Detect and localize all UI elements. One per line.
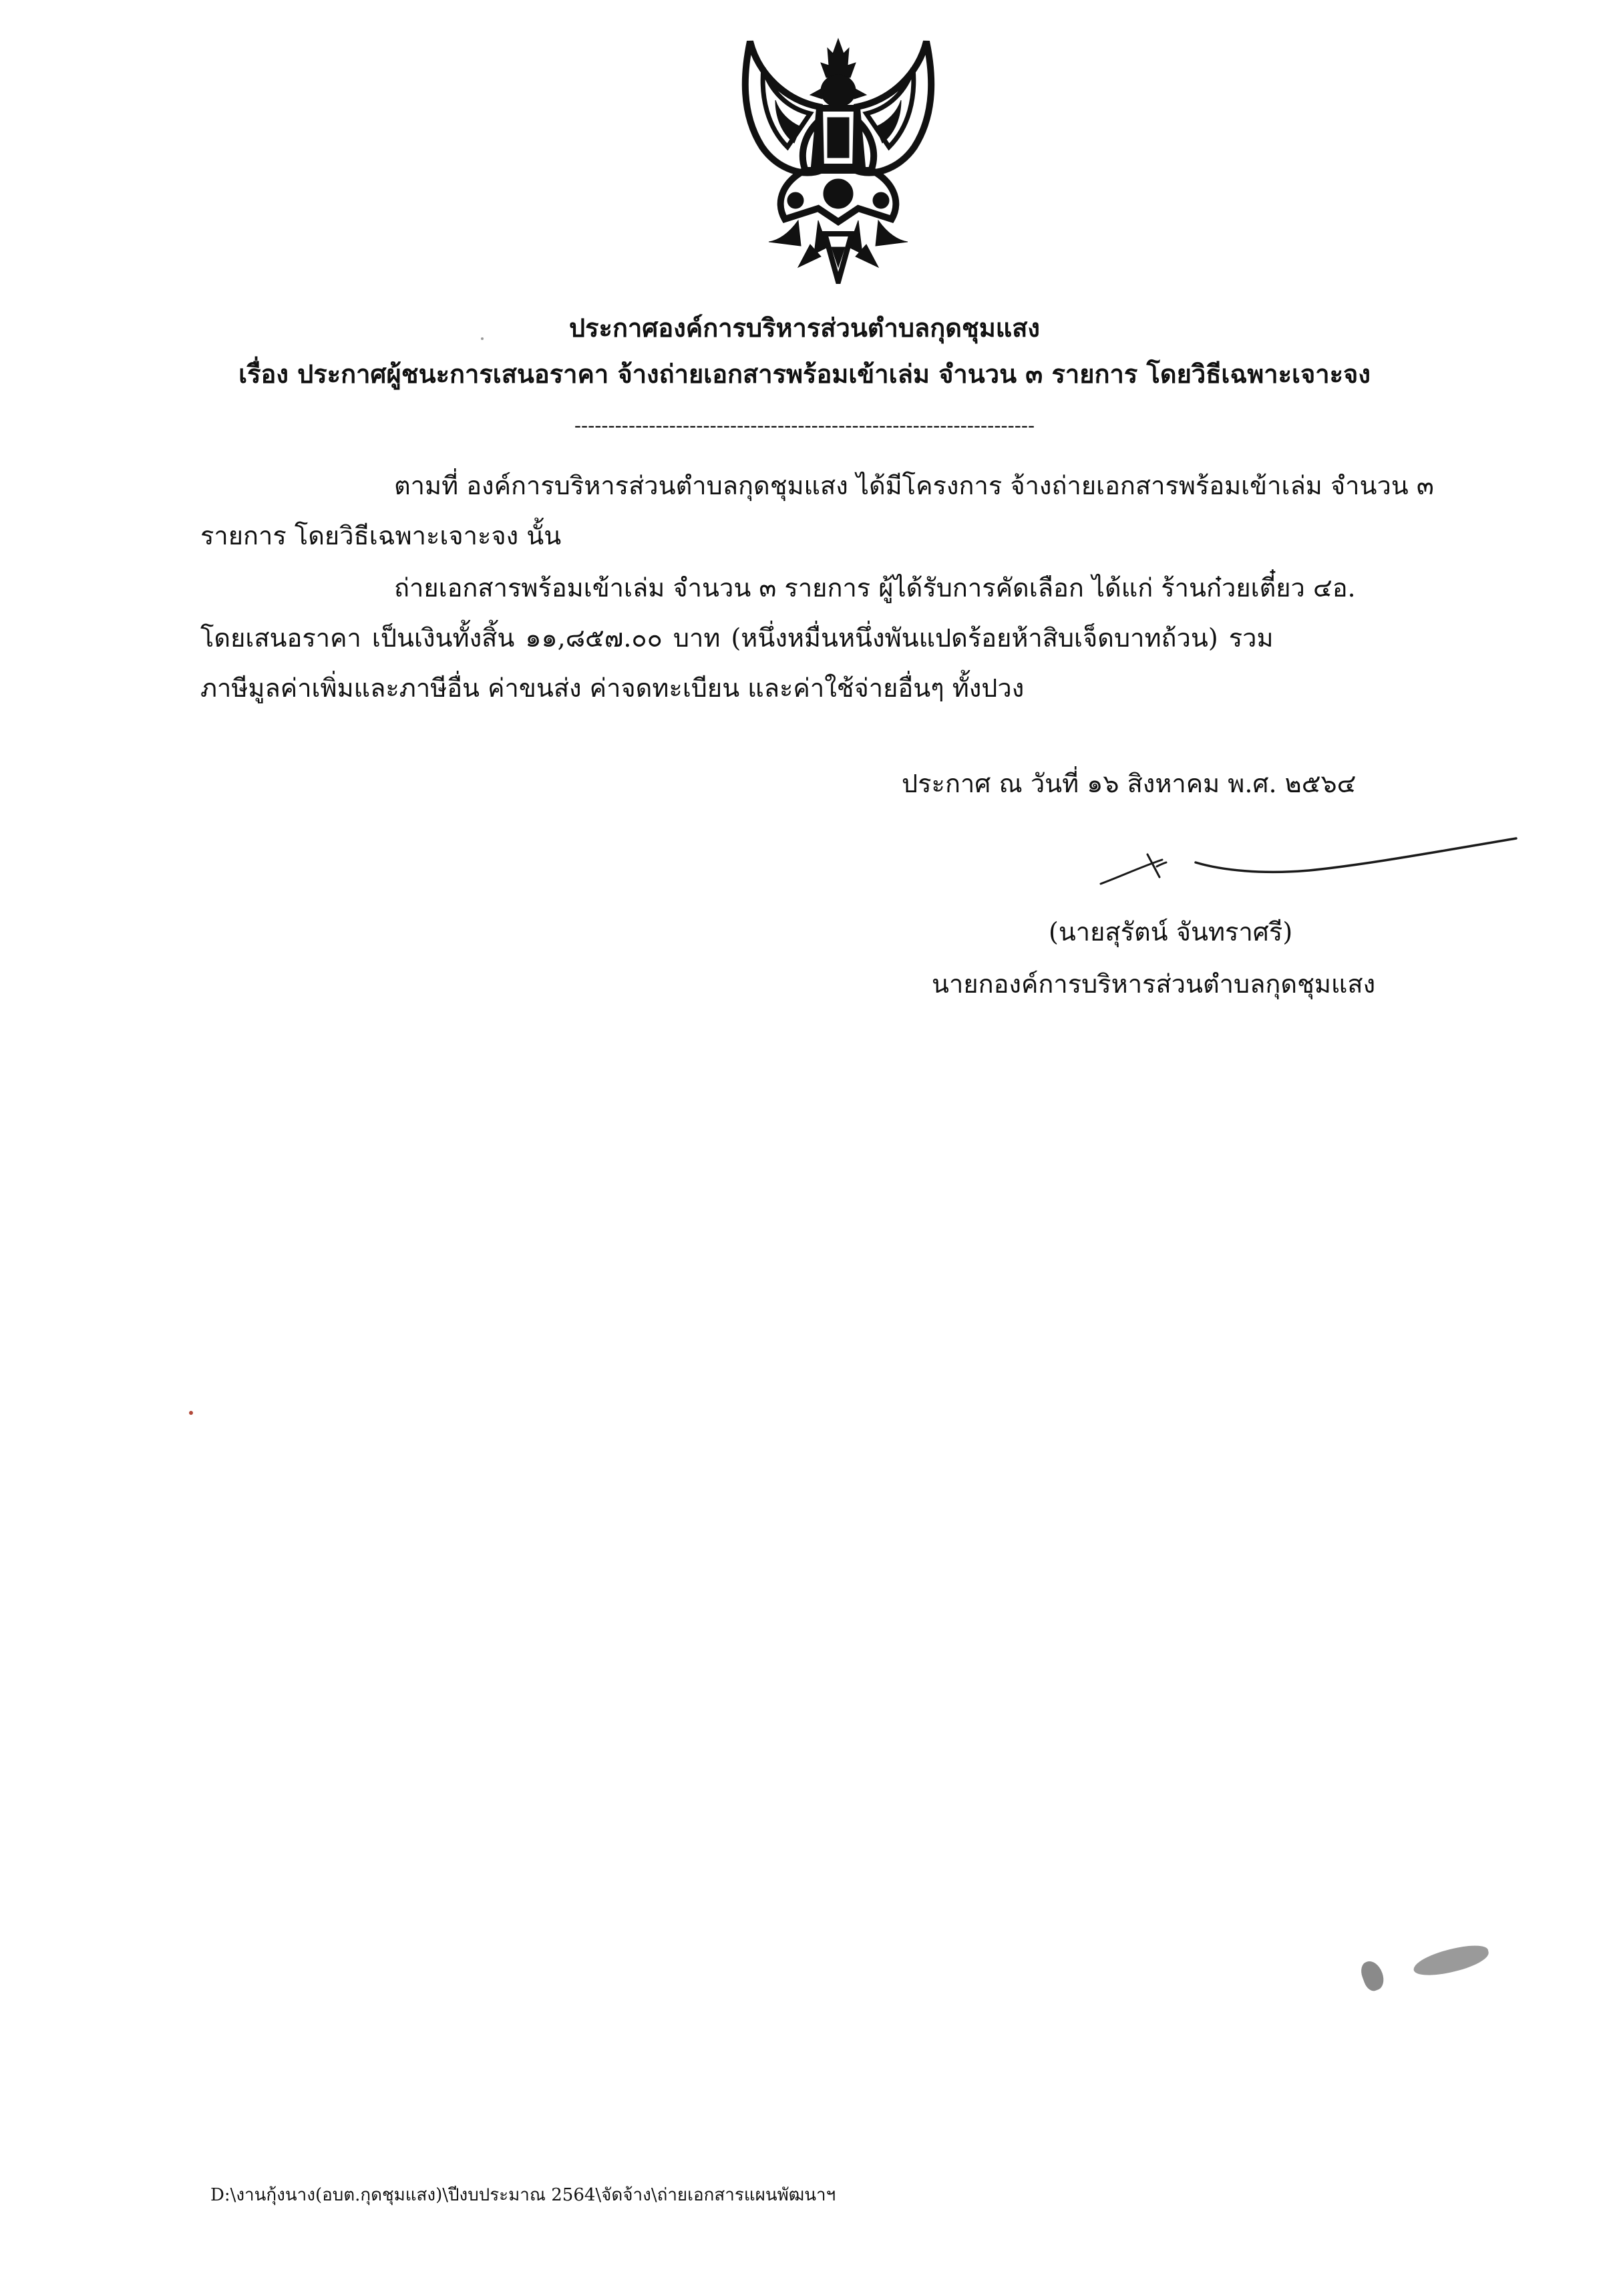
title-divider: --------------------------------------------------------------------	[574, 414, 1035, 438]
footer-file-path: D:\งานกุ้งนาง(อบต.กุดชุมแสง)\ปีงบประมาณ 2564\จัดจ้าง\ถ่ายเอกสารแผนพัฒนาฯ	[210, 2185, 836, 2205]
announcement-title: ประกาศองค์การบริหารส่วนตำบลกุดชุมแสง	[569, 313, 1040, 343]
handwritten-signature-icon	[1095, 825, 1523, 905]
paper-speck	[481, 337, 484, 340]
body-paragraph-2-line-2: โดยเสนอราคา เป็นเงินทั้งสิ้น ๑๑,๘๕๗.๐๐ บาท (หนึ่งหมื่นหนึ่งพันแปดร้อยห้าสิบเจ็ดบาทถ้วน) รวม	[200, 623, 1274, 653]
body-paragraph-1-line-2: รายการ โดยวิธีเฉพาะเจาะจง นั้น	[200, 521, 562, 550]
signatory-name: (นายสุรัตน์ จันทราศรี)	[1049, 917, 1293, 947]
body-paragraph-2-line-3: ภาษีมูลค่าเพิ่มและภาษีอื่น ค่าขนส่ง ค่าจดทะเบียน และค่าใช้จ่ายอื่นๆ ทั้งปวง	[200, 673, 1025, 703]
signatory-position: นายกองค์การบริหารส่วนตำบลกุดชุมแสง	[932, 969, 1376, 999]
announcement-date: ประกาศ ณ วันที่ ๑๖ สิงหาคม พ.ศ. ๒๕๖๔	[902, 769, 1357, 798]
paper-stain	[1358, 1958, 1387, 1993]
announcement-subject: เรื่อง ประกาศผู้ชนะการเสนอราคา จ้างถ่ายเอกสารพร้อมเข้าเล่ม จำนวน ๓ รายการ โดยวิธีเฉพาะเจาะจง	[238, 359, 1371, 389]
paper-speck	[189, 1411, 193, 1415]
paper-stain	[1411, 1941, 1491, 1979]
garuda-emblem-icon	[731, 33, 945, 284]
body-paragraph-2-line-1: ถ่ายเอกสารพร้อมเข้าเล่ม จำนวน ๓ รายการ ผู้ได้รับการคัดเลือก ได้แก่ ร้านก๋วยเตี๋ยว ๔อ.	[394, 573, 1356, 603]
body-paragraph-1-line-1: ตามที่ องค์การบริหารส่วนตำบลกุดชุมแสง ได้มีโครงการ จ้างถ่ายเอกสารพร้อมเข้าเล่ม จำนวน ๓	[394, 471, 1434, 500]
